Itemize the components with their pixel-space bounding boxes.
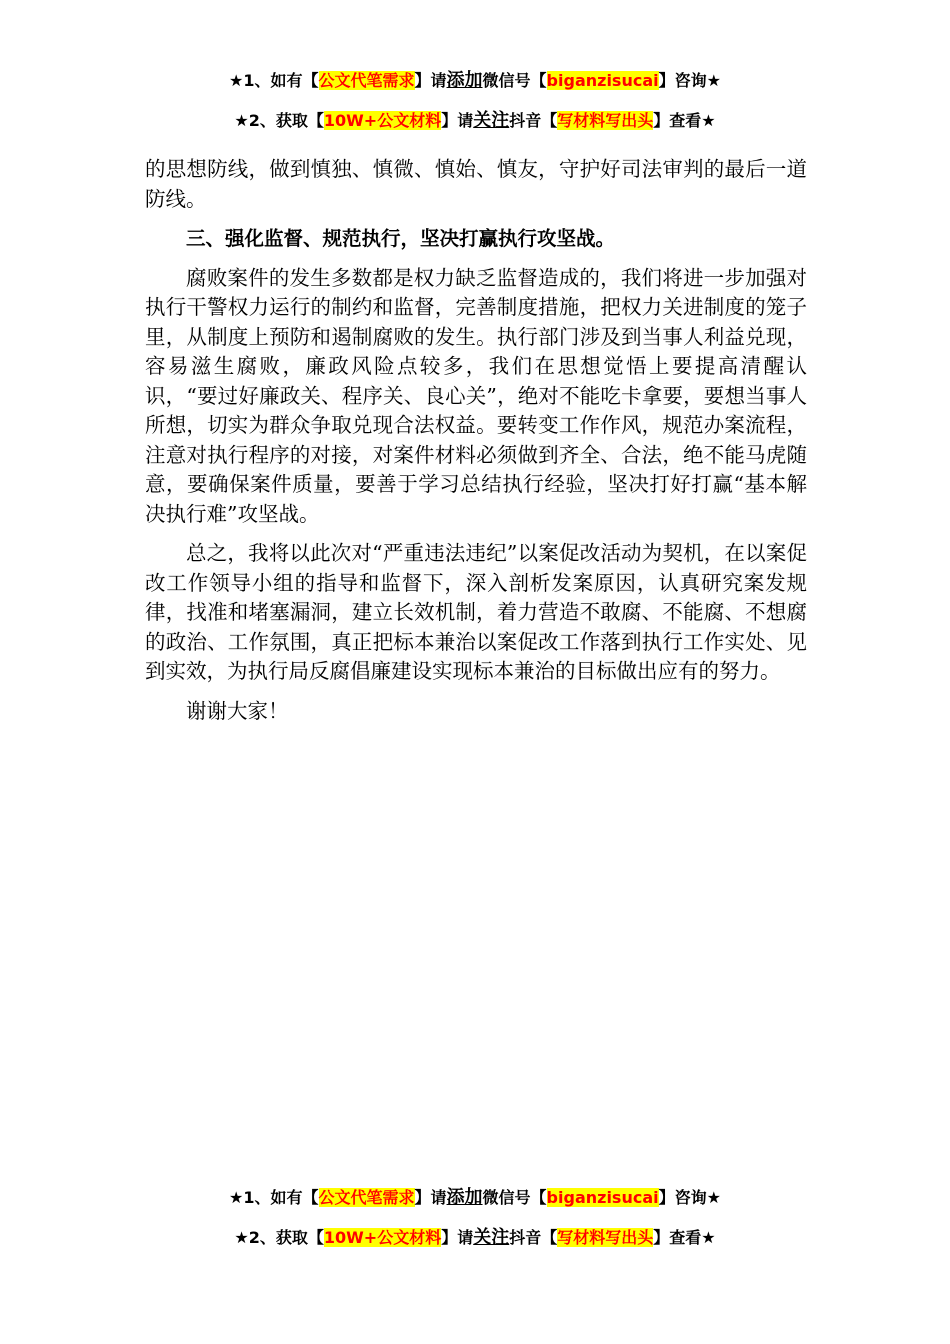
paragraph: 总之，我将以此次对“严重违法违纪”以案促改活动为契机，在以案促改工作领导小组的指导和监督下，深入剖析发案原因，认真研究案发规律，找准和堵塞漏洞，建立长效机制，着力营造不敢腐、不能腐、不想腐的政治、工作氛围，真正把标本兼治以案促改工作落到执行工作实处、见到实效，为执行局反腐倡廉建设实现标本兼治的目标做出应有的努力。: [145, 541, 807, 683]
highlight-wechat-id: biganzisucai: [546, 71, 659, 90]
document-body: [145, 155, 807, 726]
promo-banner-top-line1: ★1、如有【公文代笔需求】请添加微信号【biganzisucai】咨询★: [229, 70, 721, 91]
highlight-materials: 10W+公文材料: [323, 1228, 442, 1247]
highlight-douyin: 写材料写出头: [557, 1228, 654, 1247]
highlight-service: 公文代笔需求: [318, 1188, 415, 1207]
paragraph-continuation: 的思想防线，做到慎独、慎微、慎始、慎友，守护好司法审判的最后一道防线。: [145, 157, 807, 211]
promo-banner-bottom-line2: ★2、获取【10W+公文材料】请关注抖音【写材料写出头】查看★: [234, 1227, 716, 1248]
highlight-materials: 10W+公文材料: [323, 111, 442, 130]
promo-banner-top-line2: ★2、获取【10W+公文材料】请关注抖音【写材料写出头】查看★: [234, 110, 716, 131]
highlight-service: 公文代笔需求: [318, 71, 415, 90]
section-heading: 三、强化监督、规范执行，坚决打赢执行攻坚战。: [186, 227, 616, 250]
highlight-douyin: 写材料写出头: [557, 111, 654, 130]
highlight-wechat-id: biganzisucai: [546, 1188, 659, 1207]
closing-remark: 谢谢大家！: [186, 698, 289, 723]
promo-banner-bottom-line1: ★1、如有【公文代笔需求】请添加微信号【biganzisucai】咨询★: [229, 1187, 721, 1208]
paragraph: 腐败案件的发生多数都是权力缺乏监督造成的，我们将进一步加强对执行干警权力运行的制约和监督，完善制度措施，把权力关进制度的笼子里，从制度上预防和遏制腐败的发生。执行部门涉及到当事人利益兑现，容易滋生腐败，廉政风险点较多，我们在思想觉悟上要提高清醒认识，“要过好廉政关、程序关、良心关”，绝对不能吃卡拿要，要想当事人所想，切实为群众争取兑现合法权益。要转变工作作风，规范办案流程，注意对执行程序的对接，对案件材料必须做到齐全、合法，绝不能马虎随意，要确保案件质量，要善于学习总结执行经验，坚决打好打赢“基本解决执行难”攻坚战。: [145, 265, 807, 526]
